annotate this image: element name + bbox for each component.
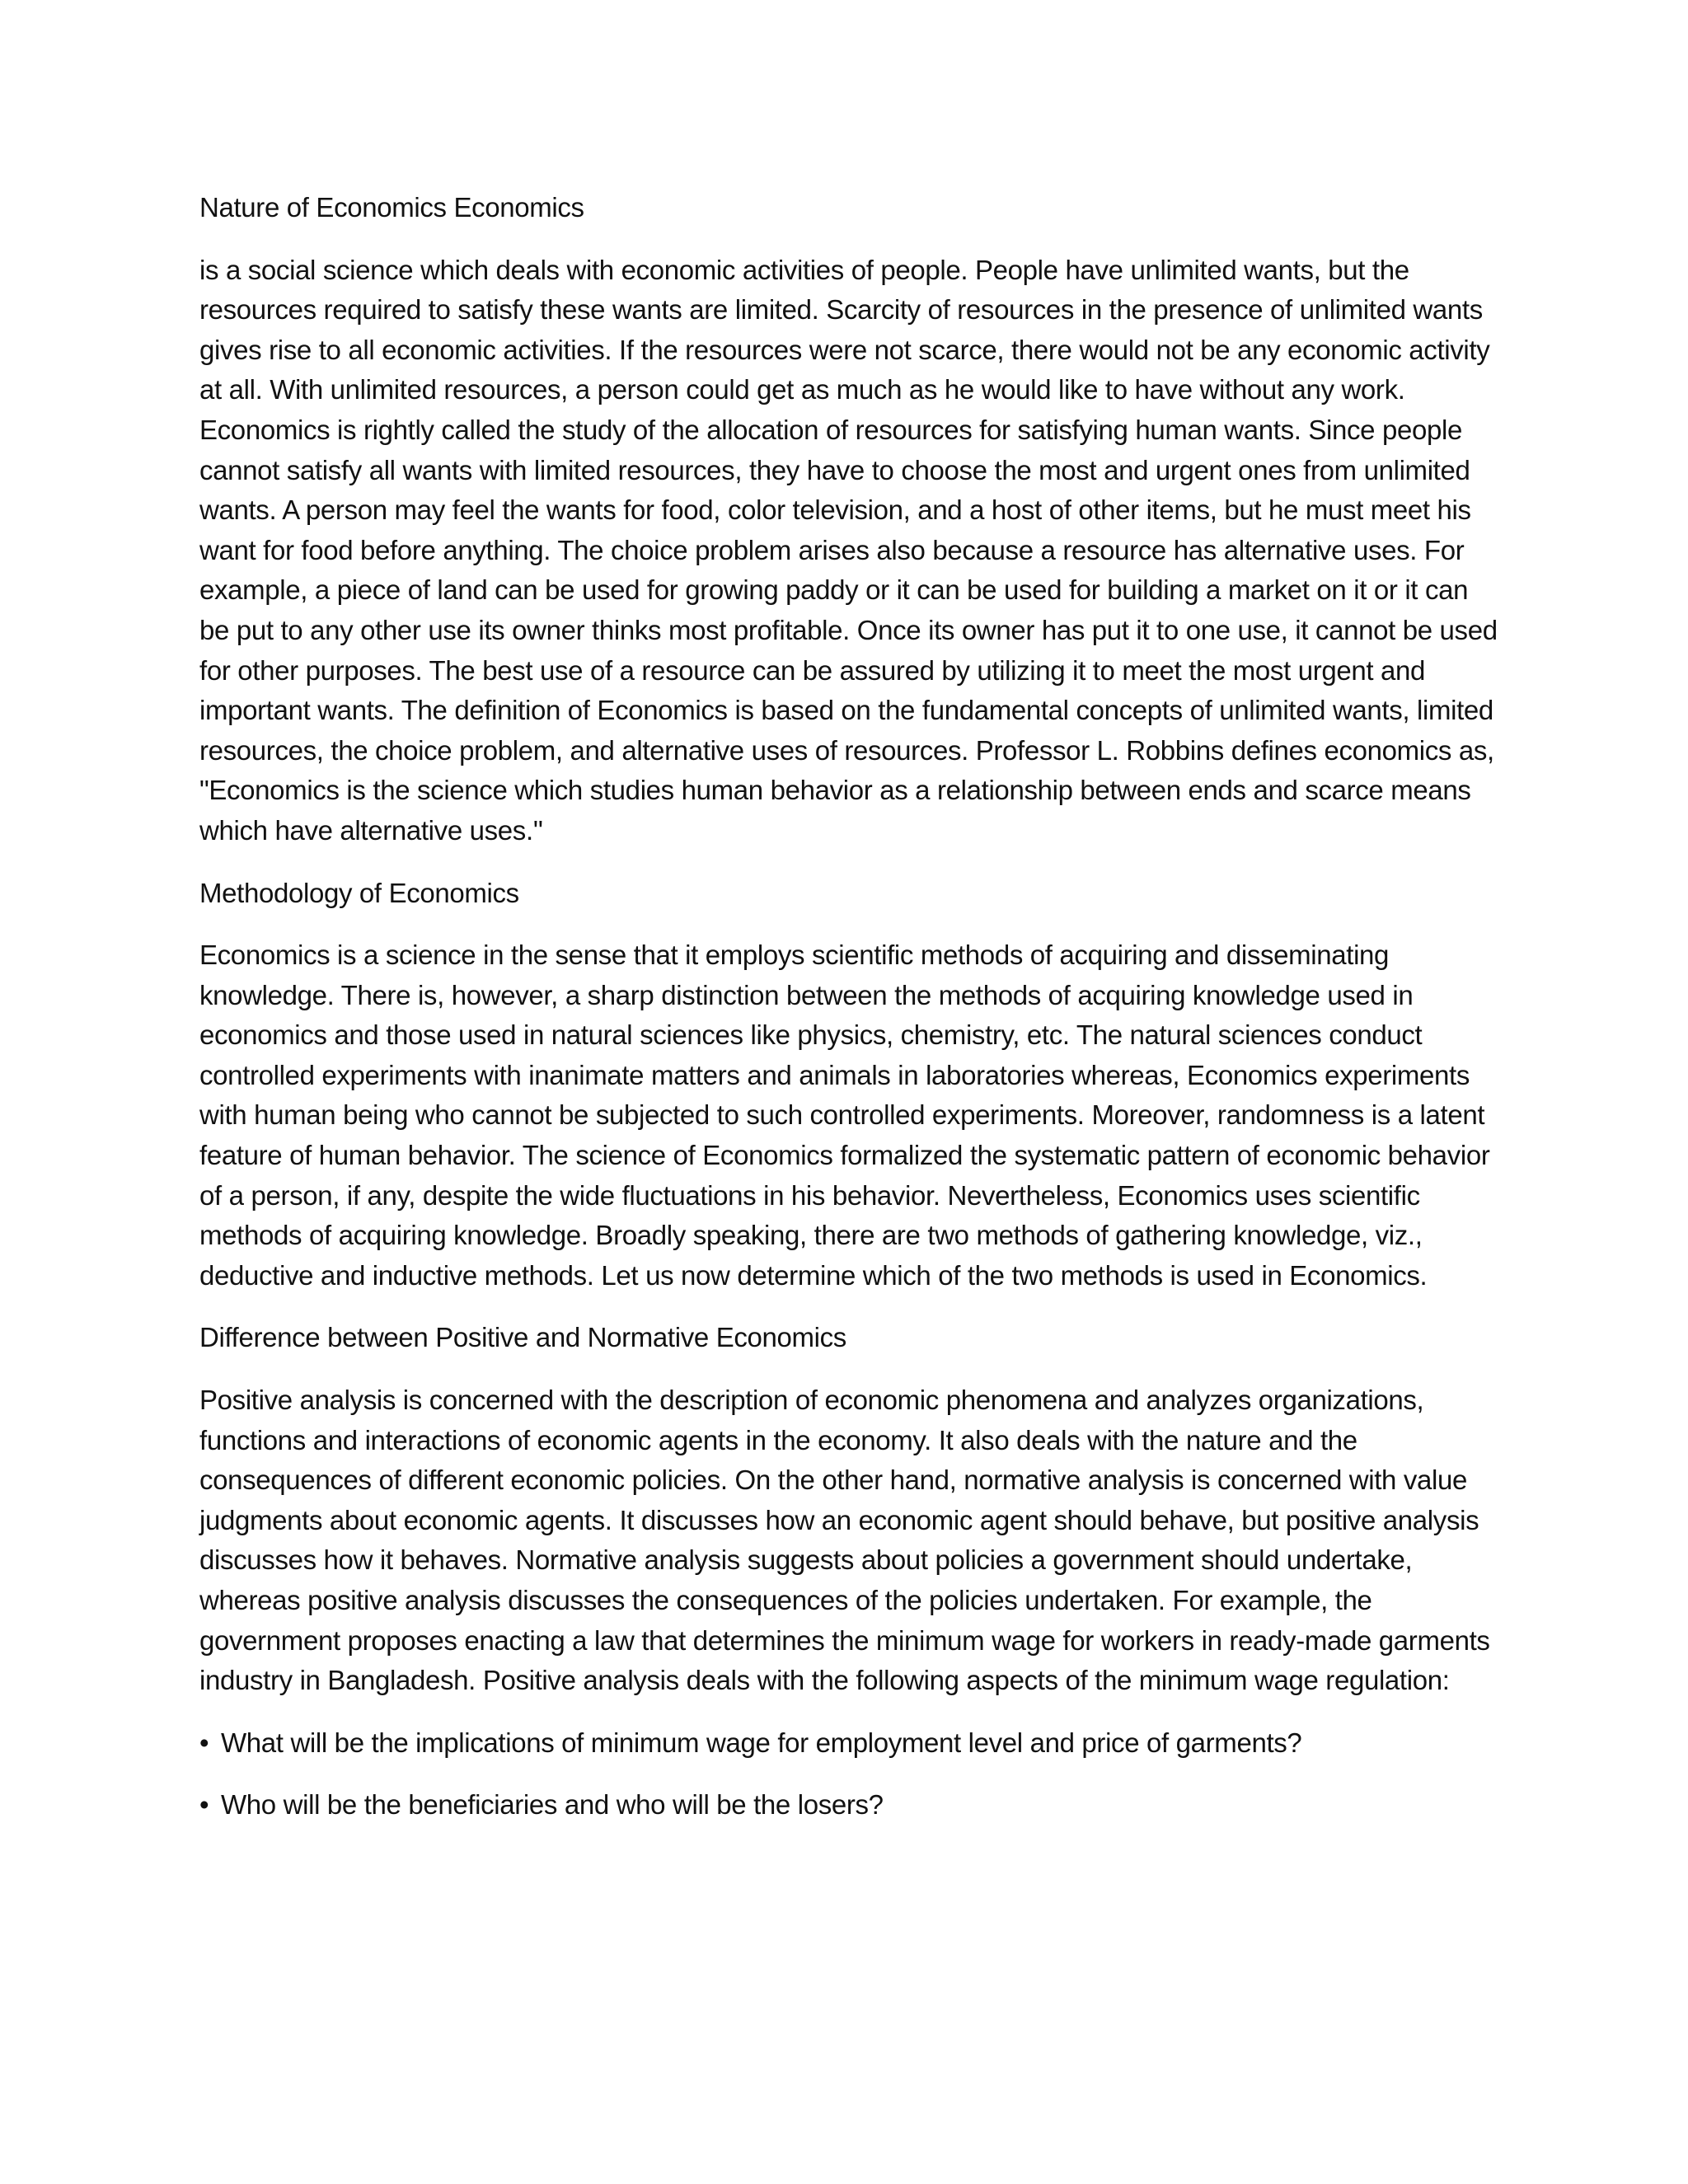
document-page bbox=[199, 188, 1502, 1848]
list-item bbox=[199, 1785, 1502, 1825]
section-heading-positive-normative: Difference between Positive and Normative Economics bbox=[199, 1322, 846, 1353]
bullet-text: Who will be the beneficiaries and who will be the losers? bbox=[221, 1789, 884, 1821]
list-item bbox=[199, 1723, 1502, 1764]
bullet-marker: • bbox=[199, 1727, 209, 1758]
section-paragraph-positive-normative: Positive analysis is concerned with the description of economic phenomena and analyzes organizations, functions and interactions of economic agents in the economy. It also deals with the nature and the consequences of different economic policies. On the other hand, normative analysis is concerned with value judgments about economic agents. It discusses how an economic agent should behave, but positive analysis discusses how it behaves. Normative analysis suggests about policies a government should undertake, whereas positive analysis discusses the consequences of the policies undertaken. For example, the government proposes enacting a law that determines the minimum wage for workers in ready-made garments industry in Bangladesh. Positive analysis deals with the following aspects of the minimum wage regulation: bbox=[199, 1385, 1490, 1696]
bullet-text: What will be the implications of minimum wage for employment level and price of garments? bbox=[221, 1727, 1302, 1758]
section-paragraph-nature: is a social science which deals with economic activities of people. People have unlimited wants, but the resources required to satisfy these wants are limited. Scarcity of resources in the presence of unlimited wants gives rise to all economic activities. If the resources were not scarce, there would not be any economic activity at all. With unlimited resources, a person could get as much as he would like to have without any work. Economics is rightly called the study of the allocation of resources for satisfying human wants. Since people cannot satisfy all wants with limited resources, they have to choose the most and urgent ones from unlimited wants. A person may feel the wants for food, color television, and a host of other items, but he must meet his want for food before anything. The choice problem arises also because a resource has alternative uses. For example, a piece of land can be used for growing paddy or it can be used for building a market on it or it can be put to any other use its owner thinks most profitable. Once its owner has put it to one use, it cannot be used for other purposes. The best use of a resource can be assured by utilizing it to meet the most urgent and important wants. The definition of Economics is based on the fundamental concepts of unlimited wants, limited resources, the choice problem, and alternative uses of resources. Professor L. Robbins defines economics as, "Economics is the science which studies human behavior as a relationship between ends and scarce means which have alternative uses.'' bbox=[199, 254, 1498, 846]
bullet-marker: • bbox=[199, 1789, 209, 1821]
section-paragraph-methodology: Economics is a science in the sense that it employs scientific methods of acquiring and disseminating knowledge. There is, however, a sharp distinction between the methods of acquiring knowledge used in economics and those used in natural sciences like physics, chemistry, etc. The natural sciences conduct controlled experiments with inanimate matters and animals in laboratories whereas, Economics experiments with human being who cannot be subjected to such controlled experiments. Moreover, randomness is a latent feature of human behavior. The science of Economics formalized the systematic pattern of economic behavior of a person, if any, despite the wide fluctuations in his behavior. Nevertheless, Economics uses scientific methods of acquiring knowledge. Broadly speaking, there are two methods of gathering knowledge, viz., deductive and inductive methods. Let us now determine which of the two methods is used in Economics. bbox=[199, 940, 1490, 1291]
section-heading-nature: Nature of Economics Economics bbox=[199, 192, 584, 223]
section-heading-methodology: Methodology of Economics bbox=[199, 877, 519, 908]
